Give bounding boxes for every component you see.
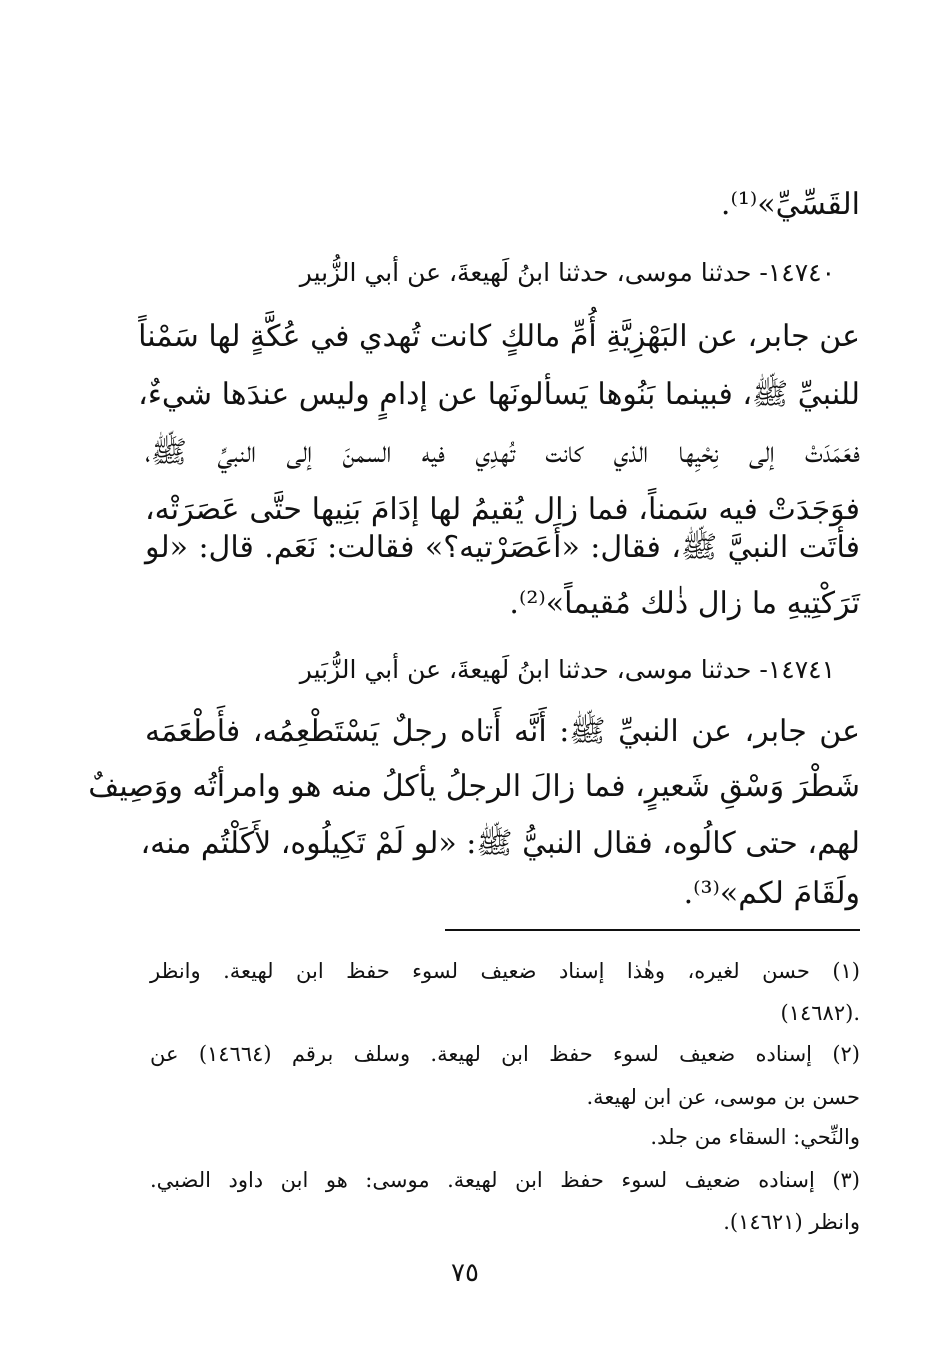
footnote-separator (445, 929, 860, 931)
footnote-3-line-2: وانظر (١٤٦٢١). (723, 1210, 860, 1234)
text-line-11: شَطْرَ وَسْقِ شَعيرٍ، فما زالَ الرجلُ يأكلُ منه هو وامرأتُه ووَصِيفٌ (88, 769, 860, 804)
footnote-2-line-1: (٢) إسناده ضعيف لسوء حفظ ابن لهيعة. وسلف برقم (١٤٦٦٤) عن (150, 1042, 860, 1066)
text-line-5: فعَمَدَتْ إلى نِحْيِها الذي كانت تُهدِي فيه السمنَ إلى النبيِّ ﷺ، (145, 435, 860, 470)
text-line-1: القَسِّيِّ»⁽¹⁾. (720, 187, 860, 222)
text-line-6: فوَجَدَتْ فيه سَمناً، فما زال يُقيمُ لها إدَامَ بَنِيها حتَّى عَصَرَتْه، (145, 492, 860, 527)
text-line-8: تَرَكْتِيهِ ما زال ذٰلك مُقيماً»⁽²⁾. (509, 586, 860, 621)
footnote-2-line-2: حسن بن موسى، عن ابن لهيعة. (586, 1085, 860, 1109)
text-line-10: عن جابر، عن النبيِّ ﷺ: أَنَّه أَتاه رجلٌ يَسْتَطْعِمُه، فأَطْعَمَه (145, 714, 860, 749)
text-line-12: لهم، حتى كالُوه، فقال النبيُّ ﷺ: «لو لَمْ تَكِيلُوه، لأَكَلْتُم منه، (140, 826, 860, 861)
hadith-14740-heading: ١٤٧٤٠- حدثنا موسى، حدثنا ابنُ لَهيعةَ، عن أبي الزُّبير (299, 258, 835, 287)
footnote-1-line-1: (١) حسن لغيره، وهٰذا إسناد ضعيف لسوء حفظ ابن لهيعة. وانظر (150, 959, 860, 983)
footnote-1-line-2: (١٤٦٨٢). (780, 1001, 860, 1025)
footnote-3-line-1: (٣) إسناده ضعيف لسوء حفظ ابن لهيعة. موسى: هو ابن داود الضبي. (150, 1168, 860, 1192)
hadith-14741-heading: ١٤٧٤١- حدثنا موسى، حدثنا ابنُ لَهيعةَ، عن أبي الزُّبَير (299, 655, 835, 684)
text-line-3: عن جابر، عن البَهْزِيَّةِ أُمِّ مالكٍ كانت تُهدي في عُكَّةٍ لها سَمْناً (138, 319, 860, 354)
footnote-2-line-3: والنِّحي: السقاء من جلد. (650, 1125, 860, 1149)
page-number: ٧٥ (451, 1258, 479, 1288)
text-line-13: ولَقَامَ لكم»⁽³⁾. (683, 876, 860, 911)
text-line-4: للنبيِّ ﷺ، فبينما بَنُوها يَسألونَها عن إدامٍ وليس عندَها شيءٌ، (138, 377, 860, 412)
text-line-7: فأتَت النبيَّ ﷺ، فقال: «أَعَصَرْتيه؟» فقالت: نَعَم. قال: «لو (145, 530, 860, 565)
